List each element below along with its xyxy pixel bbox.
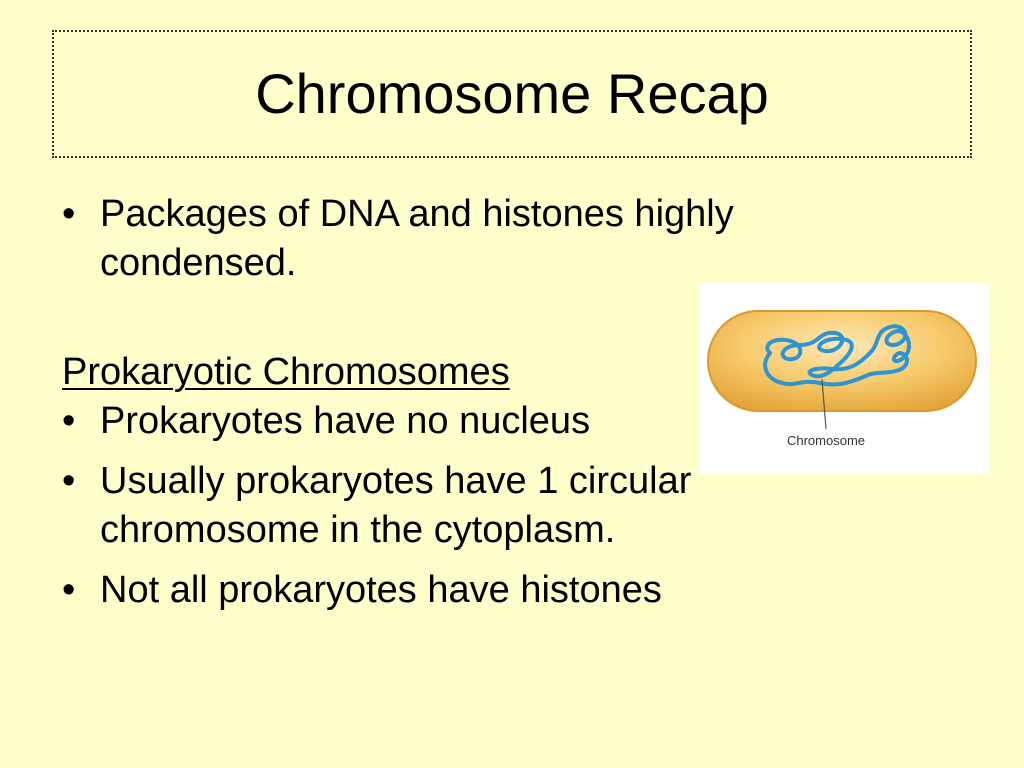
bullet-item <box>62 566 882 615</box>
bullet-item <box>62 190 882 288</box>
bullet-text: Packages of DNA and histones highly condensed. <box>100 193 734 284</box>
section-heading: Prokaryotic Chromosomes <box>62 351 510 393</box>
bullet-mark: • <box>62 400 76 442</box>
chromosome-label: Chromosome <box>786 433 866 448</box>
bullet-mark: • <box>62 460 76 502</box>
prokaryote-cell-figure <box>700 283 989 474</box>
bullet-text: Not all prokaryotes have histones <box>100 569 662 611</box>
slide-title: Chromosome Recap <box>255 62 769 125</box>
bullet-text: Prokaryotes have no nucleus <box>100 400 591 442</box>
title-box <box>52 30 972 158</box>
bullet-mark: • <box>62 569 76 611</box>
bullet-mark: • <box>62 193 76 235</box>
bullet-text: Usually prokaryotes have 1 circular chromosome in the cytoplasm. <box>100 460 692 551</box>
